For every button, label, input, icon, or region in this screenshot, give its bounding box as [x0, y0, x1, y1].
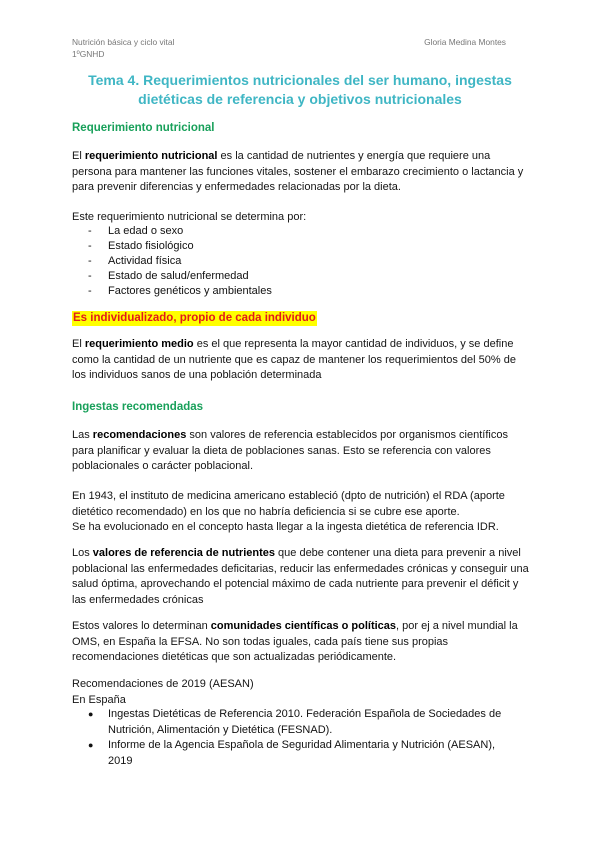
section-heading-ingestas: Ingestas recomendadas — [72, 401, 204, 413]
list-item — [88, 254, 272, 269]
text-span: El — [72, 338, 85, 350]
paragraph-requerimiento-definicion — [72, 149, 532, 196]
text-line: En España — [72, 693, 126, 706]
list-item — [88, 707, 518, 738]
text-span: El — [72, 150, 85, 162]
list-item — [88, 239, 272, 254]
paragraph-valores-referencia — [72, 546, 532, 608]
text-line: En 1943, el instituto de medicina americano estableció (dpto de nutrición) el RDA (aporte dietético recomendado) en los que no habría deficiencia si se cubre ese aporte. — [72, 490, 505, 518]
bold-term: valores de referencia de nutrientes — [92, 547, 275, 559]
text-span: , por ej a nivel mundial la OMS, en España la EFSA. No son todas iguales, cada país tiene sus propias recomendaciones dietéticas que son actualizadas periódicamente. — [72, 620, 518, 663]
text-span: Estos valores lo determinan — [72, 620, 211, 632]
text-span: es la cantidad de nutrientes y energía que requiere una persona para mantener las funciones vitales, sostener el embarazo crecimiento o lactancia y para prevenir diferencias y enfermedades relacionadas por la dieta. — [72, 150, 524, 193]
list-item-text: Actividad física — [108, 255, 182, 267]
paragraph-requerimiento-medio — [72, 337, 532, 384]
bold-term: requerimiento medio — [84, 338, 194, 350]
list-item — [88, 269, 272, 284]
list-item — [88, 284, 272, 299]
text-line: Recomendaciones de 2019 (AESAN) — [72, 678, 254, 690]
bullet-icon: ● — [88, 740, 94, 750]
references-bullet-list — [88, 707, 518, 769]
text-span: que debe contener una dieta para prevenir a nivel poblacional las enfermedades deficitarias, reducir las enfermedades crónicas y conseguir una salud óptima, aprovechando el potencial máximo de cada nutriente para prevenir el déficit y las enfermedades crónicas — [72, 547, 529, 606]
text-span: son valores de referencia establecidos por organismos científicos para planificar y evaluar la dieta de poblaciones sanas. Esto se referencia con valores poblacionales o carácter poblacional. — [72, 429, 508, 472]
text-span: Los — [72, 547, 93, 559]
list-item-text: La edad o sexo — [108, 225, 184, 237]
list-item-text: Estado fisiológico — [108, 240, 194, 252]
header-course: Nutrición básica y ciclo vital — [72, 37, 175, 47]
header-left — [72, 37, 174, 60]
paragraph-rda-history — [72, 489, 532, 536]
paragraph-recomendaciones — [72, 428, 532, 475]
factors-list — [88, 224, 272, 299]
header-group: 1ºGNHD — [72, 48, 105, 59]
bullet-icon: ● — [88, 709, 94, 719]
list-item-text: Factores genéticos y ambientales — [108, 285, 272, 297]
dash-marker: - — [88, 240, 92, 252]
text-line: Se ha evolucionado en el concepto hasta llegar a la ingesta dietética de referencia IDR. — [72, 521, 499, 533]
paragraph-recomendaciones-2019 — [72, 677, 532, 708]
bold-term: comunidades científicas o políticas — [210, 620, 397, 632]
text-span: es el que representa la mayor cantidad de individuos, y se define como la cantidad de un nutriente que es capaz de mantener los requerimientos del 50% de los individuos sanos de una población determinada — [72, 338, 516, 381]
list-item — [88, 738, 518, 769]
section-heading-requerimiento: Requerimiento nutricional — [72, 122, 215, 134]
list-item-text: Informe de la Agencia Española de Seguridad Alimentaria y Nutrición (AESAN), 2019 — [108, 739, 496, 767]
highlighted-statement: Es individualizado, propio de cada individuo — [73, 312, 316, 324]
title-line-2: dietéticas de referencia y objetivos nutricionales — [138, 91, 462, 107]
paragraph-organismos — [72, 619, 532, 666]
bold-term: requerimiento nutricional — [84, 150, 218, 162]
paragraph-determina: Este requerimiento nutricional se determina por: — [72, 211, 307, 223]
list-item — [88, 224, 272, 239]
document-title — [72, 71, 528, 109]
dash-marker: - — [88, 285, 92, 297]
list-item-text: Estado de salud/enfermedad — [108, 270, 249, 282]
list-item-text: Ingestas Dietéticas de Referencia 2010. Federación Española de Sociedades de Nutrición, Alimentación y Dietética (FESNAD). — [108, 708, 502, 736]
title-line-1: Tema 4. Requerimientos nutricionales del ser humano, ingestas — [88, 72, 512, 88]
dash-marker: - — [88, 225, 92, 237]
dash-marker: - — [88, 255, 92, 267]
text-span: Las — [72, 429, 93, 441]
dash-marker: - — [88, 270, 92, 282]
bold-term: recomendaciones — [92, 429, 187, 441]
header-author: Gloria Medina Montes — [424, 37, 506, 47]
